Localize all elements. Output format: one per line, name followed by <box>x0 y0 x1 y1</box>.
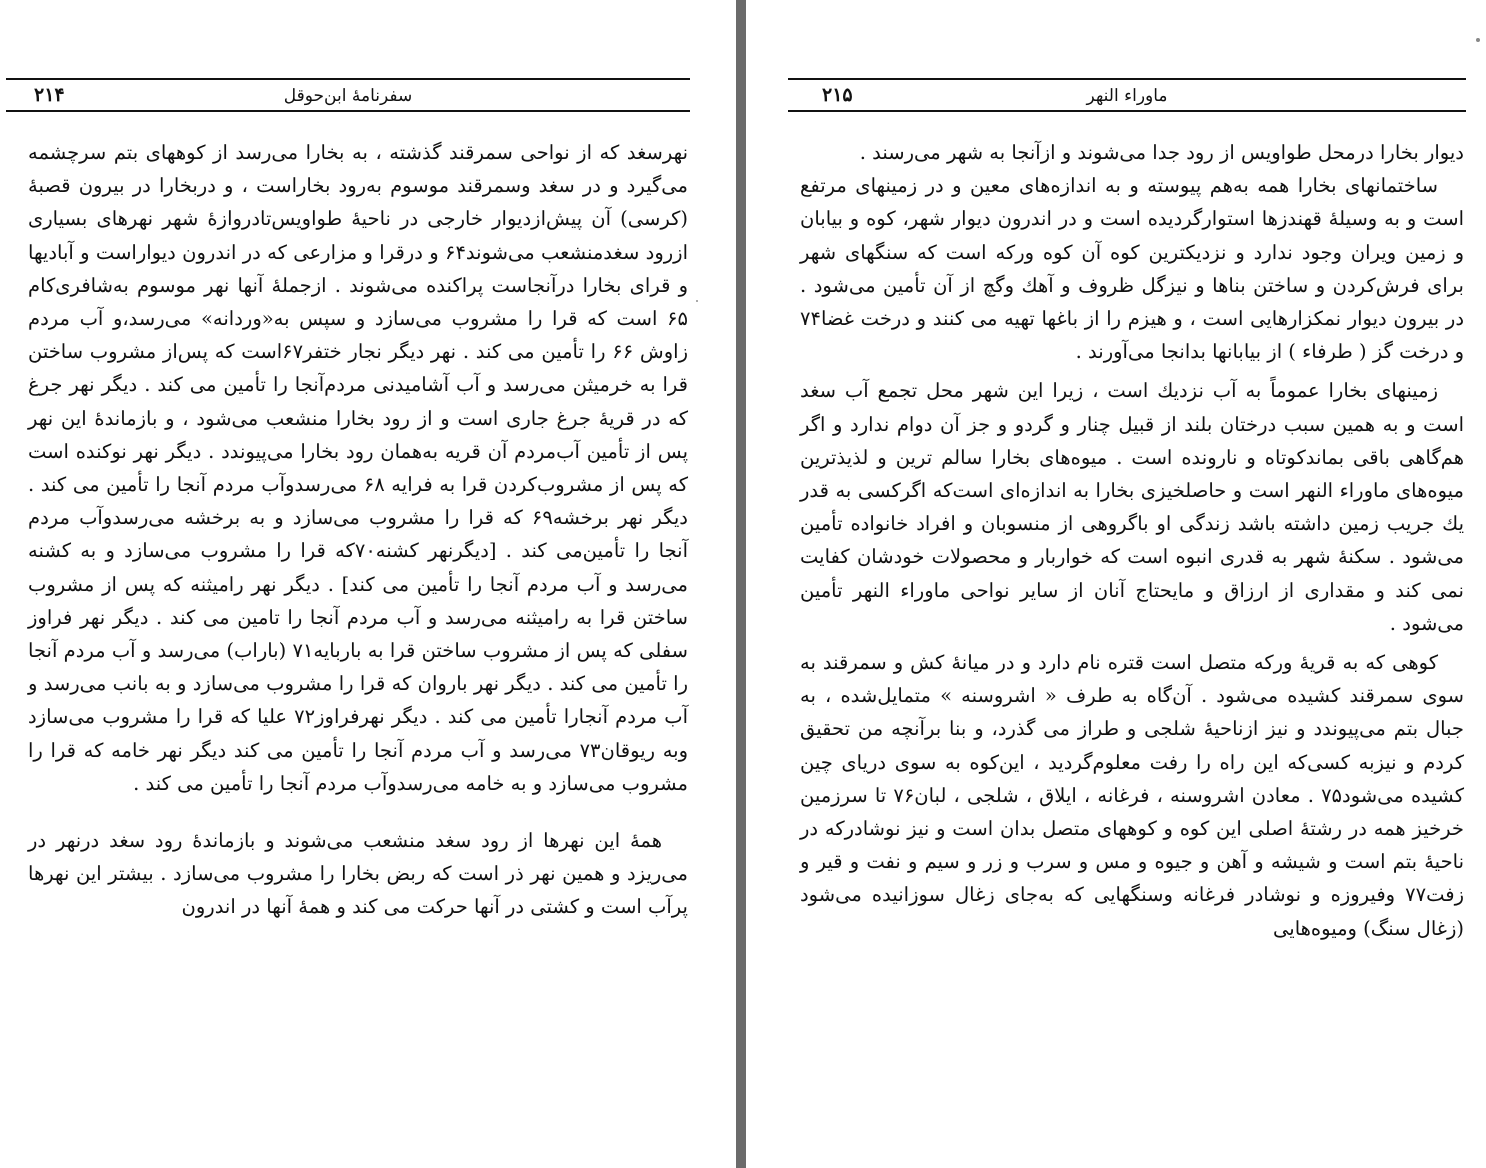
left-page-number: ۲۱۴ <box>34 84 65 106</box>
left-page <box>0 0 736 1168</box>
right-page-header <box>788 78 1466 112</box>
margin-speck <box>696 300 698 302</box>
right-page <box>746 0 1486 1168</box>
right-paragraph-2: ساختمانهای بخارا همه به‌هم پیوسته و به اندازه‌های معین و در زمینهای مرتفع است و به وسیلهٔ قهندزها استوارگردیده است و در اندرون دیوار شهر، کوه و بیابان و زمین ویران وجود ندارد و نزدیکترین کوه آن کوه ورکه است که سنگهای شهر برای فرش‌کردن و ساختن بناها و نیزگل ظروف و آهك وگچ از آن تأمین می‌شود . در بیرون دیوار نمکزارهایی است ، و هیزم را از باغها تهیه می کنند و درخت غضا۷۴ و درخت گز ( طرفاء ) از بیابانها بدانجا می‌آورند . <box>800 174 1464 364</box>
right-paragraph-3: زمینهای بخارا عموماً به آب نزدیك است ، زیرا این شهر محل تجمع آب سغد است و به همین سبب درختان بلند از قبیل چنار و گردو و جز آن دوام ندارد و اگر هم‌گاهی باقی بماندکوتاه و نارونده است . میوه‌های بخارا سالم ترین و لذیذترین میوه‌های ماوراء النهر است و حاصلخیزی بخارا به اندازه‌ای است‌که اگرکسی به قدر یك جریب زمین داشته باشد زندگی او باگروهی از منسوبان و افراد خانواده تأمین می‌شود . سکنهٔ شهر به قدری انبوه است که خواربار و محصولات خودشان کفایت نمی کند و مقداری از ارزاق و مایحتاج آنان از سایر نواحی ماوراء النهر تأمین می‌شود . <box>800 379 1464 635</box>
right-paragraph-4: کوهی که به قریهٔ ورکه متصل است قتره نام دارد و در میانهٔ کش و سمرقند به سوی سمرقند کشیده می‌شود . آن‌گاه به طرف « اشروسنه » متمایل‌شده ، به جبال بتم می‌پیوندد و نیز ازناحیهٔ شلجی و طراز می گذرد، و بنا برآنچه من تحقیق کردم و نیزبه کسی‌که این راه را رفت معلوم‌گردید ، این‌کوه به سوی دریای چین کشیده می‌شود۷۵ . معادن اشروسنه ، فرغانه ، ایلاق ، شلجی ، لبان۷۶ تا سرزمین خرخیز همه در رشتهٔ اصلی این کوه و کوههای متصل بدان است و نیز نوشادرکه در ناحیهٔ بتم است و شیشه و آهن و جیوه و مس و سرب و زر و سیم و نفت و قیر و زفت۷۷ وفیروزه و نوشادر فرغانه وسنگهایی که به‌جای زغال سوزانیده می‌شود (زغال سنگ) ومیوه‌هایی <box>800 651 1464 940</box>
left-paragraph-1: نهرسغد که از نواحی سمرقند گذشته ، به بخارا می‌رسد از کوههای بتم سرچشمه می‌گیرد و در سغد وسمرقند موسوم به‌رود بخاراست ، و دربخارا در بیرون قصبهٔ (کرسی) آن پیش‌ازدیوار خارجی در ناحیهٔ طواویس‌تادروازهٔ شهر نهرهای بسیاری ازرود سغدمنشعب می‌شوند۶۴ و درقرا و مزارعی که در اندرون دیواراست و آبادیها و قرای بخارا درآنجاست پراکنده می‌شوند . ازجملهٔ آنها نهر موسوم به‌شافری‌کام ۶۵ است که قرا را مشروب می‌سازد و سپس به«وردانه» می‌رسد،و آب مردم زاوش ۶۶ را تأمین می کند . نهر دیگر نجار ختفر۶۷است که پس‌از مشروب ساختن قرا به خرمیثن می‌رسد و آب آشامیدنی مردم‌آنجا را تأمین می کند . دیگر نهر جرغ که در قریهٔ جرغ جاری است و از رود بخارا منشعب می‌شود ، و بازماندهٔ این نهر پس از تأمین آب‌مردم آن قریه به‌همان رود بخارا می‌پیوندد . دیگر نهر نوکنده است که پس از مشروب‌کردن قرا به فرایه ۶۸ می‌رسد‌و‌آب مردم آنجا را تأمین می کند . دیگر نهر برخشه۶۹ که قرا را مشروب می‌سازد و به برخشه می‌رسد‌و‌آب مردم آنجا را تأمین‌می کند . [دیگرنهر کشنه۷۰که قرا را مشروب می‌سازد و به کشنه می‌رسد و آب مردم آنجا را تأمین می کند] . دیگر نهر رامیثنه که پس از مشروب ساختن قرا به رامیثنه می‌رسد و آب مردم آنجا را تامین می کند . دیگر نهر فراوز سفلی که پس از مشروب ساختن قرا به باربایه۷۱ (باراب) می‌رسد و آب مردم آنجا را تأمین می کند . دیگر نهر باروان که قرا را مشروب می‌سازد و به بانب می‌رسد و آب مردم آنجارا تأمین می کند . دیگر نهرفراوز۷۲ علیا که قرا را مشروب می‌سازد وبه ریوقان۷۳ می‌رسد و آب مردم آنجا را تأمین می کند دیگر نهر خامه که قرا را مشروب می‌سازد و به خامه می‌رسد‌و‌آب مردم آنجا را تأمین می کند . <box>28 141 689 795</box>
left-paragraph-2: همهٔ این نهرها از رود سغد منشعب می‌شوند و بازماندهٔ رود سغد درنهر در می‌ریزد و همین نهر ذر است که ربض بخارا را مشروب می‌سازد . بیشتر این نهرها پرآب است و کشتی در آنها حرکت می کند و همهٔ آنها در اندرون <box>28 829 688 919</box>
margin-speck-right <box>1476 38 1480 42</box>
page-gutter <box>736 0 746 1168</box>
left-page-body <box>28 136 688 924</box>
right-running-title: ماوراء النهر <box>1086 86 1168 106</box>
right-page-number: ۲۱۵ <box>822 84 853 106</box>
right-paragraph-1: دیوار بخارا درمحل طواویس از رود جدا می‌شوند و ازآنجا به شهر می‌رسند . <box>859 141 1464 164</box>
left-page-header <box>6 78 690 112</box>
right-page-body <box>800 136 1464 945</box>
left-running-title: سفرنامهٔ ابن‌حوقل <box>283 86 413 106</box>
